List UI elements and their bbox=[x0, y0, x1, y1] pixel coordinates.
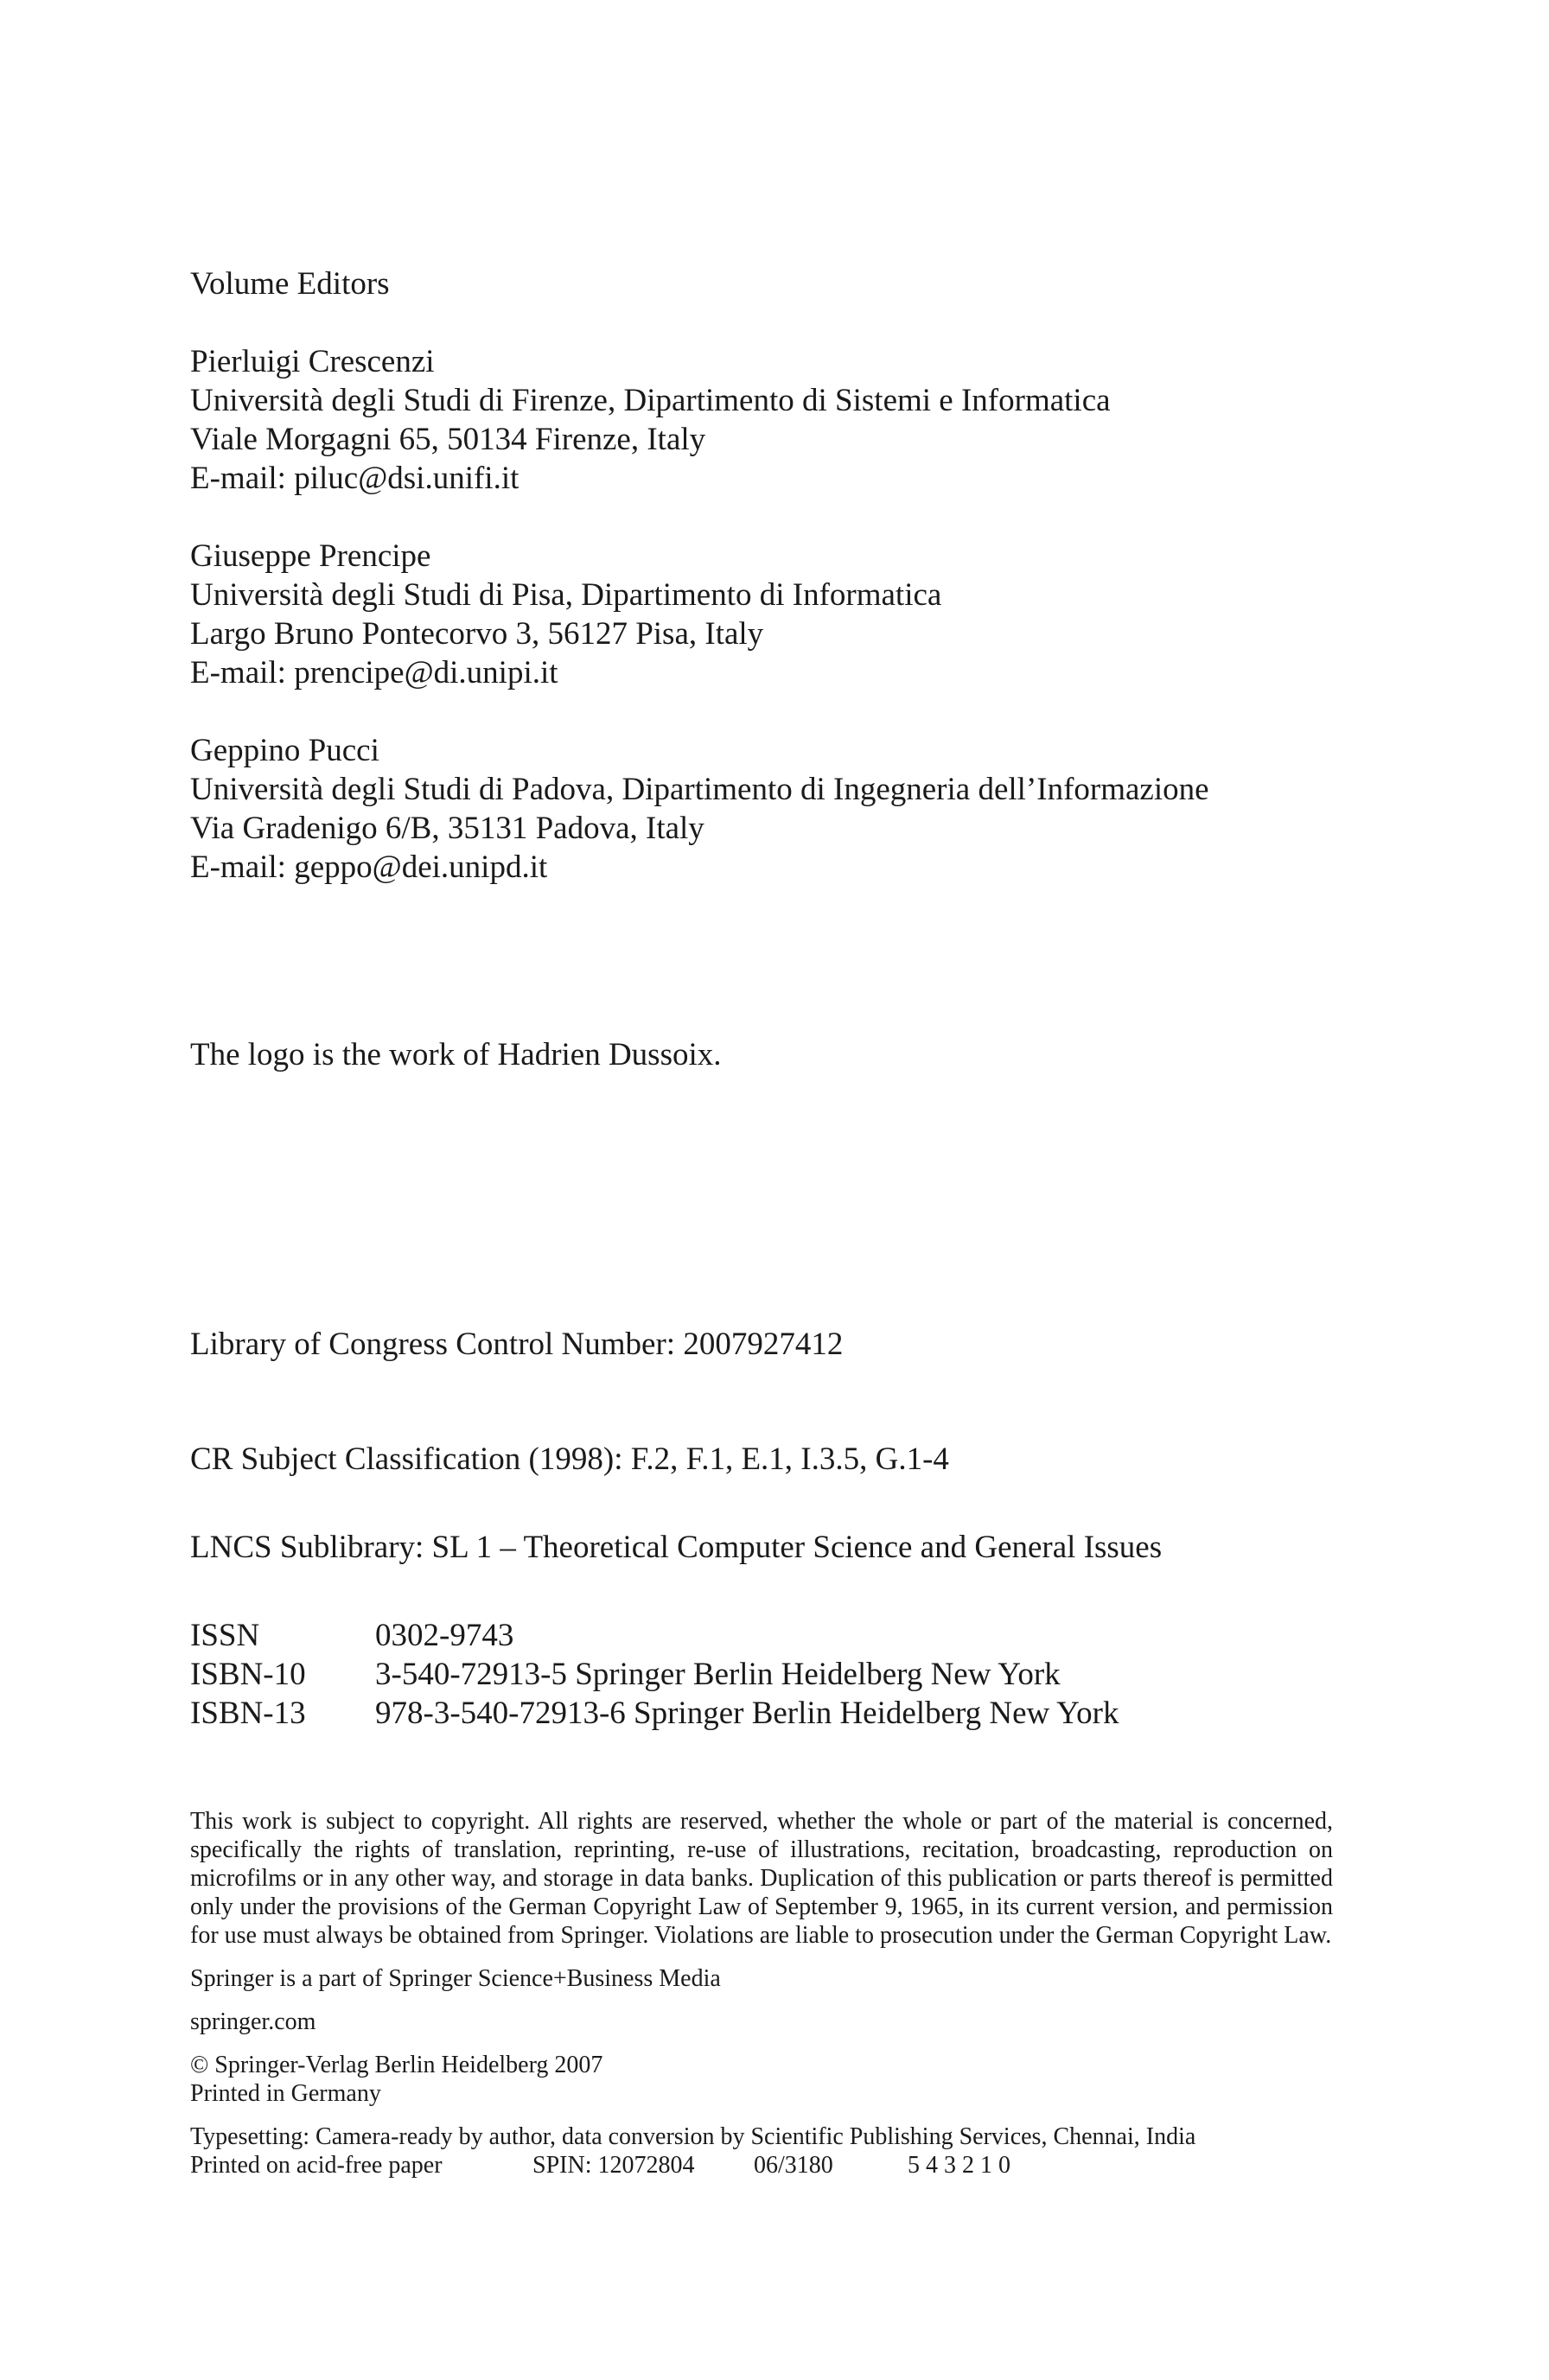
printed-in: Printed in Germany bbox=[190, 2080, 381, 2107]
editor-name: Giuseppe Prencipe bbox=[190, 538, 431, 574]
identifier-row bbox=[190, 1655, 1119, 1694]
printing-details bbox=[190, 2151, 1333, 2180]
job-code: 06/3180 bbox=[754, 2152, 833, 2179]
editor-email: E-mail: geppo@dei.unipd.it bbox=[190, 850, 548, 885]
website: springer.com bbox=[190, 2008, 316, 2035]
editor-affiliation: Università degli Studi di Pisa, Dipartimento di Informatica bbox=[190, 577, 942, 613]
paper-note: Printed on acid-free paper bbox=[190, 2152, 443, 2179]
identifier-value: 978-3-540-72913-6 Springer Berlin Heidelberg New York bbox=[375, 1696, 1119, 1731]
editor-entry bbox=[190, 537, 1340, 692]
editor-name: Pierluigi Crescenzi bbox=[190, 344, 435, 379]
editor-name: Geppino Pucci bbox=[190, 733, 379, 768]
copyright-notice: This work is subject to copyright. All rights are reserved, whether the whole or part of the material is concerned, specifically the rights of translation, reprinting, re-use of illustrations, recitation, broadcasting, reproduction on microfilms or in any other way, and storage in data banks. Duplication of this publication or parts thereof is permitted only under the provisions of the German Copyright Law of September 9, 1965, in its current version, and permission for use must always be obtained from Springer. Violations are liable to prosecution under the German Copyright Law. bbox=[190, 1808, 1333, 1949]
editor-address: Largo Bruno Pontecorvo 3, 56127 Pisa, Italy bbox=[190, 616, 764, 652]
legal-block bbox=[190, 1807, 1333, 2180]
editor-email: E-mail: prencipe@di.unipi.it bbox=[190, 655, 558, 690]
lncs-sublibrary: LNCS Sublibrary: SL 1 – Theoretical Computer Science and General Issues bbox=[190, 1530, 1163, 1565]
typesetting: Typesetting: Camera-ready by author, data conversion by Scientific Publishing Services, Chennai, India bbox=[190, 2123, 1196, 2150]
identifier-row bbox=[190, 1616, 1119, 1655]
identifier-label: ISBN-10 bbox=[190, 1657, 306, 1692]
volume-editors-block bbox=[190, 264, 1340, 887]
volume-editors-heading: Volume Editors bbox=[190, 266, 390, 302]
editor-entry bbox=[190, 731, 1340, 887]
identifiers-table bbox=[190, 1616, 1340, 1733]
editor-address: Viale Morgagni 65, 50134 Firenze, Italy bbox=[190, 422, 706, 457]
identifier-row bbox=[190, 1694, 1119, 1733]
editor-entry bbox=[190, 342, 1340, 498]
editor-affiliation: Università degli Studi di Padova, Dipartimento di Ingegneria dell’Informazione bbox=[190, 772, 1209, 807]
spin-number: SPIN: 12072804 bbox=[532, 2152, 695, 2179]
lccn: Library of Congress Control Number: 2007927412 bbox=[190, 1327, 844, 1362]
springer-part: Springer is a part of Springer Science+Business Media bbox=[190, 1965, 721, 1992]
identifier-value: 3-540-72913-5 Springer Berlin Heidelberg New York bbox=[375, 1657, 1061, 1692]
logo-credit: The logo is the work of Hadrien Dussoix. bbox=[190, 1037, 722, 1072]
identifier-value: 0302-9743 bbox=[375, 1618, 514, 1653]
identifier-label: ISSN bbox=[190, 1618, 260, 1653]
cr-classification: CR Subject Classification (1998): F.2, F.1, E.1, I.3.5, G.1-4 bbox=[190, 1441, 949, 1477]
editor-email: E-mail: piluc@dsi.unifi.it bbox=[190, 461, 520, 496]
editor-address: Via Gradenigo 6/B, 35131 Padova, Italy bbox=[190, 811, 704, 846]
editor-affiliation: Università degli Studi di Firenze, Dipartimento di Sistemi e Informatica bbox=[190, 383, 1111, 418]
identifier-label: ISBN-13 bbox=[190, 1696, 306, 1731]
print-run: 5 4 3 2 1 0 bbox=[908, 2152, 1010, 2179]
copyright-line: © Springer-Verlag Berlin Heidelberg 2007 bbox=[190, 2052, 603, 2078]
